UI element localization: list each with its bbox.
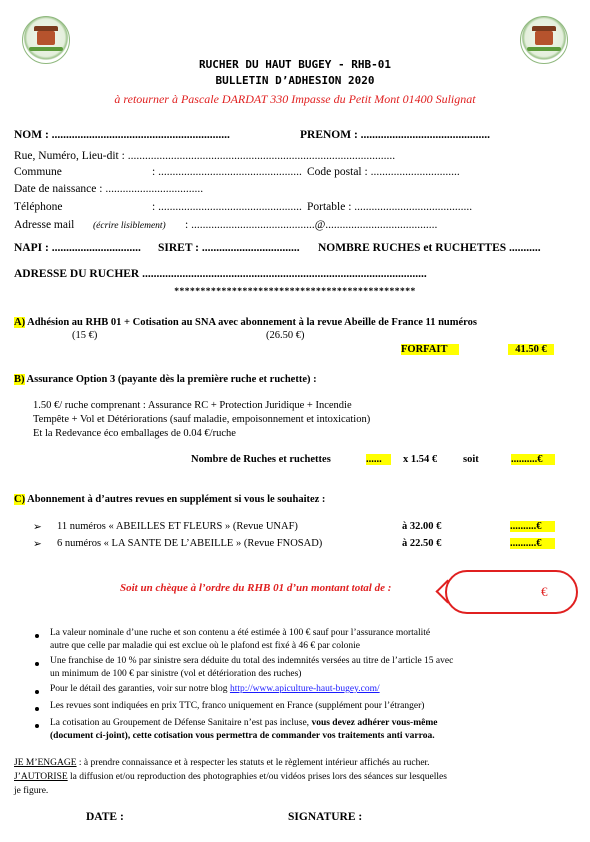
section-b-line-1: 1.50 €/ ruche comprenant : Assurance RC + Protection Juridique + Incendie bbox=[33, 400, 352, 411]
bullet-icon bbox=[35, 662, 39, 666]
note-franchise-1: Une franchise de 10 % par sinistre sera déduite du total des indemnités versées au titre de l’article 15 avec bbox=[50, 656, 454, 666]
note-valeur-1: La valeur nominale d’une ruche et son contenu a été estimée à 100 € sauf pour l’assurance mortalité bbox=[50, 628, 431, 638]
note-gds-2: (document ci-joint), cette cotisation vous permettra de commander vos traitements anti varroa. bbox=[50, 731, 435, 741]
section-a-letter: A) bbox=[14, 317, 26, 328]
note-gds-1 bbox=[50, 718, 437, 728]
revue-sante-abeille-price: à 22.50 € bbox=[402, 538, 442, 549]
section-a-title bbox=[14, 317, 477, 328]
engage-text: : à prendre connaissance et à respecter les statuts et le règlement intérieur affichés au rucher. bbox=[76, 758, 430, 768]
total-amount-box[interactable] bbox=[445, 570, 578, 614]
siret-field[interactable]: SIRET : .................................. bbox=[158, 242, 300, 254]
revue-arrow-icon: ➢ bbox=[33, 522, 42, 533]
section-a-text: Adhésion au RHB 01 + Cotisation au SNA avec abonnement à la revue Abeille de France 11 numéros bbox=[25, 317, 477, 328]
email-label: Adresse mail bbox=[14, 219, 75, 231]
note-valeur-2: autre que celle par maladie qui est exclue où le plafond est fixé à 46 € par colonie bbox=[50, 641, 360, 651]
commune-label: Commune bbox=[14, 166, 62, 178]
telephone-label: Téléphone bbox=[14, 201, 63, 213]
return-address: à retourner à Pascale DARDAT 330 Impasse du Petit Mont 01400 Sulignat bbox=[114, 92, 476, 106]
telephone-field[interactable]: : .................................................. bbox=[152, 201, 302, 213]
section-b-line-3: Et la Redevance éco emballages de 0.04 €/ruche bbox=[33, 428, 236, 439]
forfait-value: 41.50 € bbox=[508, 344, 554, 355]
note-gds-bold: vous devez adhérer vous-même bbox=[311, 718, 438, 728]
section-a-price-rhb: (15 €) bbox=[72, 330, 98, 341]
revue-abeilles-fleurs-input[interactable]: ..........€ bbox=[510, 521, 555, 532]
blog-link[interactable]: http://www.apiculture-haut-bugey.com/ bbox=[229, 684, 380, 694]
note-gds-text: La cotisation au Groupement de Défense Sanitaire n’est pas incluse, bbox=[50, 718, 312, 728]
bullet-icon bbox=[35, 707, 39, 711]
section-a-price-sna: (26.50 €) bbox=[266, 330, 305, 341]
separator: ********************************************** bbox=[174, 287, 416, 297]
hive-total-input[interactable]: ..........€ bbox=[511, 454, 555, 465]
revue-sante-abeille-input[interactable]: ..........€ bbox=[510, 538, 555, 549]
email-field[interactable]: : ...........................................@....................................... bbox=[185, 219, 438, 231]
portable-field[interactable]: Portable : ......................................... bbox=[307, 201, 473, 213]
email-hint: (écrire lisiblement) bbox=[93, 221, 166, 231]
code-postal-field[interactable]: Code postal : ............................... bbox=[307, 166, 460, 178]
adresse-rucher-field[interactable]: ADRESSE DU RUCHER ................................................................................................... bbox=[14, 268, 427, 280]
section-c-title bbox=[14, 494, 325, 505]
section-c-text: Abonnement à d’autres revues en supplément si vous le souhaitez : bbox=[25, 494, 326, 505]
date-field[interactable]: DATE : bbox=[86, 811, 124, 823]
club-logo-left bbox=[22, 16, 70, 64]
hive-count-label: Nombre de Ruches et ruchettes bbox=[191, 454, 331, 465]
prenom-field[interactable]: PRENOM : ............................................. bbox=[300, 129, 491, 141]
total-currency: € bbox=[541, 584, 548, 599]
section-b-letter: B) bbox=[14, 374, 25, 385]
revue-arrow-icon: ➢ bbox=[33, 539, 42, 550]
engagement-line bbox=[14, 758, 430, 768]
note-blog bbox=[50, 684, 380, 694]
document-title: RUCHER DU HAUT BUGEY - RHB-01 bbox=[198, 58, 392, 71]
revue-abeilles-fleurs-price: à 32.00 € bbox=[402, 521, 442, 532]
engage-label: JE M’ENGAGE bbox=[14, 758, 77, 768]
hive-count-input[interactable]: ...... bbox=[366, 454, 391, 465]
bullet-icon bbox=[35, 634, 39, 638]
revue-abeilles-fleurs: 11 numéros « ABEILLES ET FLEURS » (Revue UNAF) bbox=[57, 521, 298, 532]
nom-field[interactable]: NOM : .............................................................. bbox=[14, 129, 230, 141]
napi-field[interactable]: NAPI : ............................... bbox=[14, 242, 141, 254]
note-franchise-2: un minimum de 100 € par sinistre (vol et détérioration des ruches) bbox=[50, 669, 302, 679]
ruches-field[interactable]: NOMBRE RUCHES et RUCHETTES ........... bbox=[318, 242, 541, 254]
signature-field[interactable]: SIGNATURE : bbox=[288, 811, 363, 823]
section-b-text: Assurance Option 3 (payante dès la première ruche et ruchette) : bbox=[24, 374, 317, 385]
autorise-label: J’AUTORISE bbox=[14, 772, 68, 782]
document-subtitle: BULLETIN D’ADHESION 2020 bbox=[215, 74, 375, 87]
total-cheque-text: Soit un chèque à l’ordre du RHB 01 d’un montant total de : bbox=[120, 582, 392, 594]
section-b-title bbox=[14, 374, 317, 385]
revue-sante-abeille: 6 numéros « LA SANTE DE L’ABEILLE » (Revue FNOSAD) bbox=[57, 538, 323, 549]
section-b-line-2: Tempête + Vol et Détériorations (sauf maladie, empoisonnement et intoxication) bbox=[33, 414, 371, 425]
commune-field[interactable]: : .................................................. bbox=[152, 166, 302, 178]
soit-label: soit bbox=[463, 454, 479, 465]
autorise-line-2: je figure. bbox=[14, 786, 49, 796]
bullet-icon bbox=[35, 724, 39, 728]
autorise-line bbox=[14, 772, 447, 782]
autorise-text: la diffusion et/ou reproduction des photographies et/ou vidéos prises lors des séances sur lesquelles bbox=[67, 772, 447, 782]
bullet-icon bbox=[35, 690, 39, 694]
note-revues: Les revues sont indiquées en prix TTC, franco uniquement en France (supplément pour l’étranger) bbox=[50, 701, 425, 711]
club-logo-right bbox=[520, 16, 568, 64]
note-blog-text: Pour le détail des garanties, voir sur notre blog bbox=[50, 684, 230, 694]
hive-unit-price: x 1.54 € bbox=[403, 454, 438, 465]
section-c-letter: C) bbox=[14, 494, 26, 505]
birth-date-field[interactable]: Date de naissance : .................................. bbox=[14, 183, 204, 195]
forfait-label: FORFAIT bbox=[401, 344, 459, 355]
rue-field[interactable]: Rue, Numéro, Lieu-dit : ............................................................................................. bbox=[14, 150, 396, 162]
